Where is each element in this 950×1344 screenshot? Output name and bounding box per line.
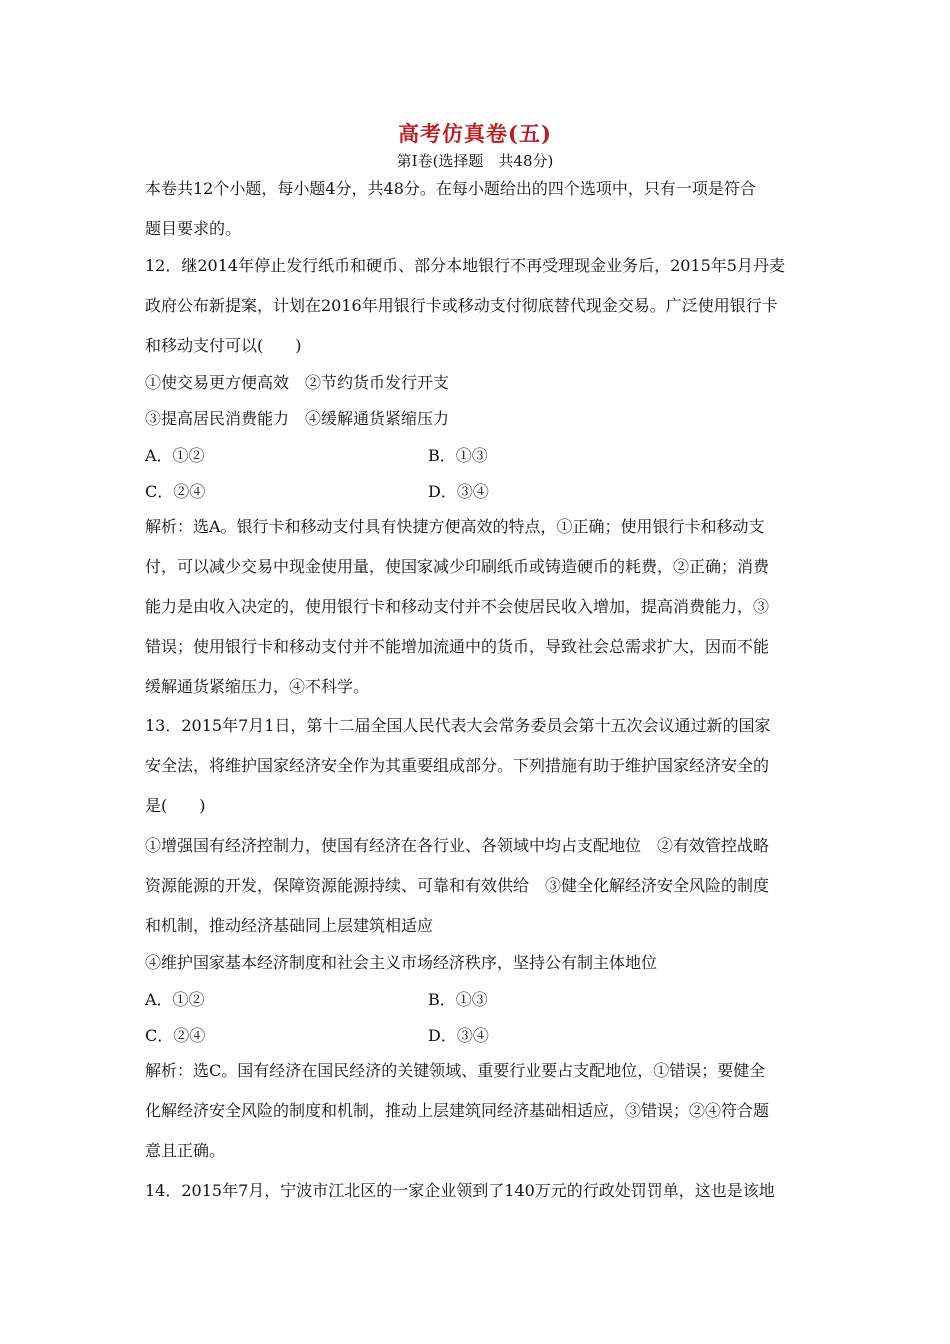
intro-line: 本卷共12个小题，每小题4分，共48分。在每小题给出的四个选项中，只有一项是符合 (145, 179, 756, 198)
option-d: D．③④ (428, 1026, 489, 1045)
option-c: C．②④ (145, 1026, 206, 1045)
option-a: A．①② (145, 990, 205, 1009)
question-13-stem: 13．2015年7月1日，第十二届全国人民代表大会常务委员会第十五次会议通过新的国家 (145, 716, 771, 735)
question-12-analysis: 解析：选A。银行卡和移动支付具有快捷方便高效的特点，①正确；使用银行卡和移动支 (145, 517, 765, 536)
question-13-stem: 安全法，将维护国家经济安全作为其重要组成部分。下列措施有助于维护国家经济安全的 (145, 756, 770, 775)
question-12-stem: 和移动支付可以( ) (145, 336, 302, 355)
question-12-stem: 12．继2014年停止发行纸币和硬币、部分本地银行不再受理现金业务后，2015年5月丹麦 (145, 256, 785, 275)
question-13-item: ④维护国家基本经济制度和社会主义市场经济秩序，坚持公有制主体地位 (145, 953, 658, 972)
question-13-analysis: 意且正确。 (145, 1141, 226, 1160)
question-13-item: 资源能源的开发，保障资源能源持续、可靠和有效供给 ③健全化解经济安全风险的制度 (145, 876, 770, 895)
question-13-item: 和机制，推动经济基础同上层建筑相适应 (145, 916, 434, 935)
question-13-item: ①增强国有经济控制力，使国有经济在各行业、各领域中均占支配地位 ②有效管控战略 (145, 836, 770, 855)
option-d: D．③④ (428, 482, 489, 501)
question-12-item: ③提高居民消费能力 ④缓解通货紧缩压力 (145, 409, 450, 428)
question-13-analysis: 化解经济安全风险的制度和机制，推动上层建筑同经济基础相适应，③错误；②④符合题 (145, 1101, 770, 1120)
question-12-analysis: 付，可以减少交易中现金使用量，使国家减少印刷纸币或铸造硬币的耗费，②正确；消费 (145, 557, 770, 576)
question-12-analysis: 能力是由收入决定的，使用银行卡和移动支付并不会使居民收入增加，提高消费能力，③ (145, 597, 770, 616)
section-subtitle: 第Ⅰ卷(选择题 共48分) (396, 152, 554, 170)
question-12-analysis: 缓解通货紧缩压力，④不科学。 (145, 677, 370, 696)
question-12-item: ①使交易更方便高效 ②节约货币发行开支 (145, 373, 450, 392)
option-b: B．①③ (428, 990, 488, 1009)
question-14-stem: 14．2015年7月，宁波市江北区的一家企业领到了140万元的行政处罚罚单，这也是该地 (145, 1181, 775, 1200)
question-13-analysis: 解析：选C。国有经济在国民经济的关键领域、重要行业要占支配地位，①错误；要健全 (145, 1061, 766, 1080)
option-c: C．②④ (145, 482, 206, 501)
option-a: A．①② (145, 446, 205, 465)
page-title: 高考仿真卷(五) (398, 121, 552, 146)
question-12-stem: 政府公布新提案，计划在2016年用银行卡或移动支付彻底替代现金交易。广泛使用银行卡 (145, 296, 778, 315)
option-b: B．①③ (428, 446, 488, 465)
question-12-analysis: 错误；使用银行卡和移动支付并不能增加流通中的货币，导致社会总需求扩大，因而不能 (145, 637, 770, 656)
intro-line: 题目要求的。 (145, 219, 242, 238)
question-13-stem: 是( ) (145, 796, 206, 815)
